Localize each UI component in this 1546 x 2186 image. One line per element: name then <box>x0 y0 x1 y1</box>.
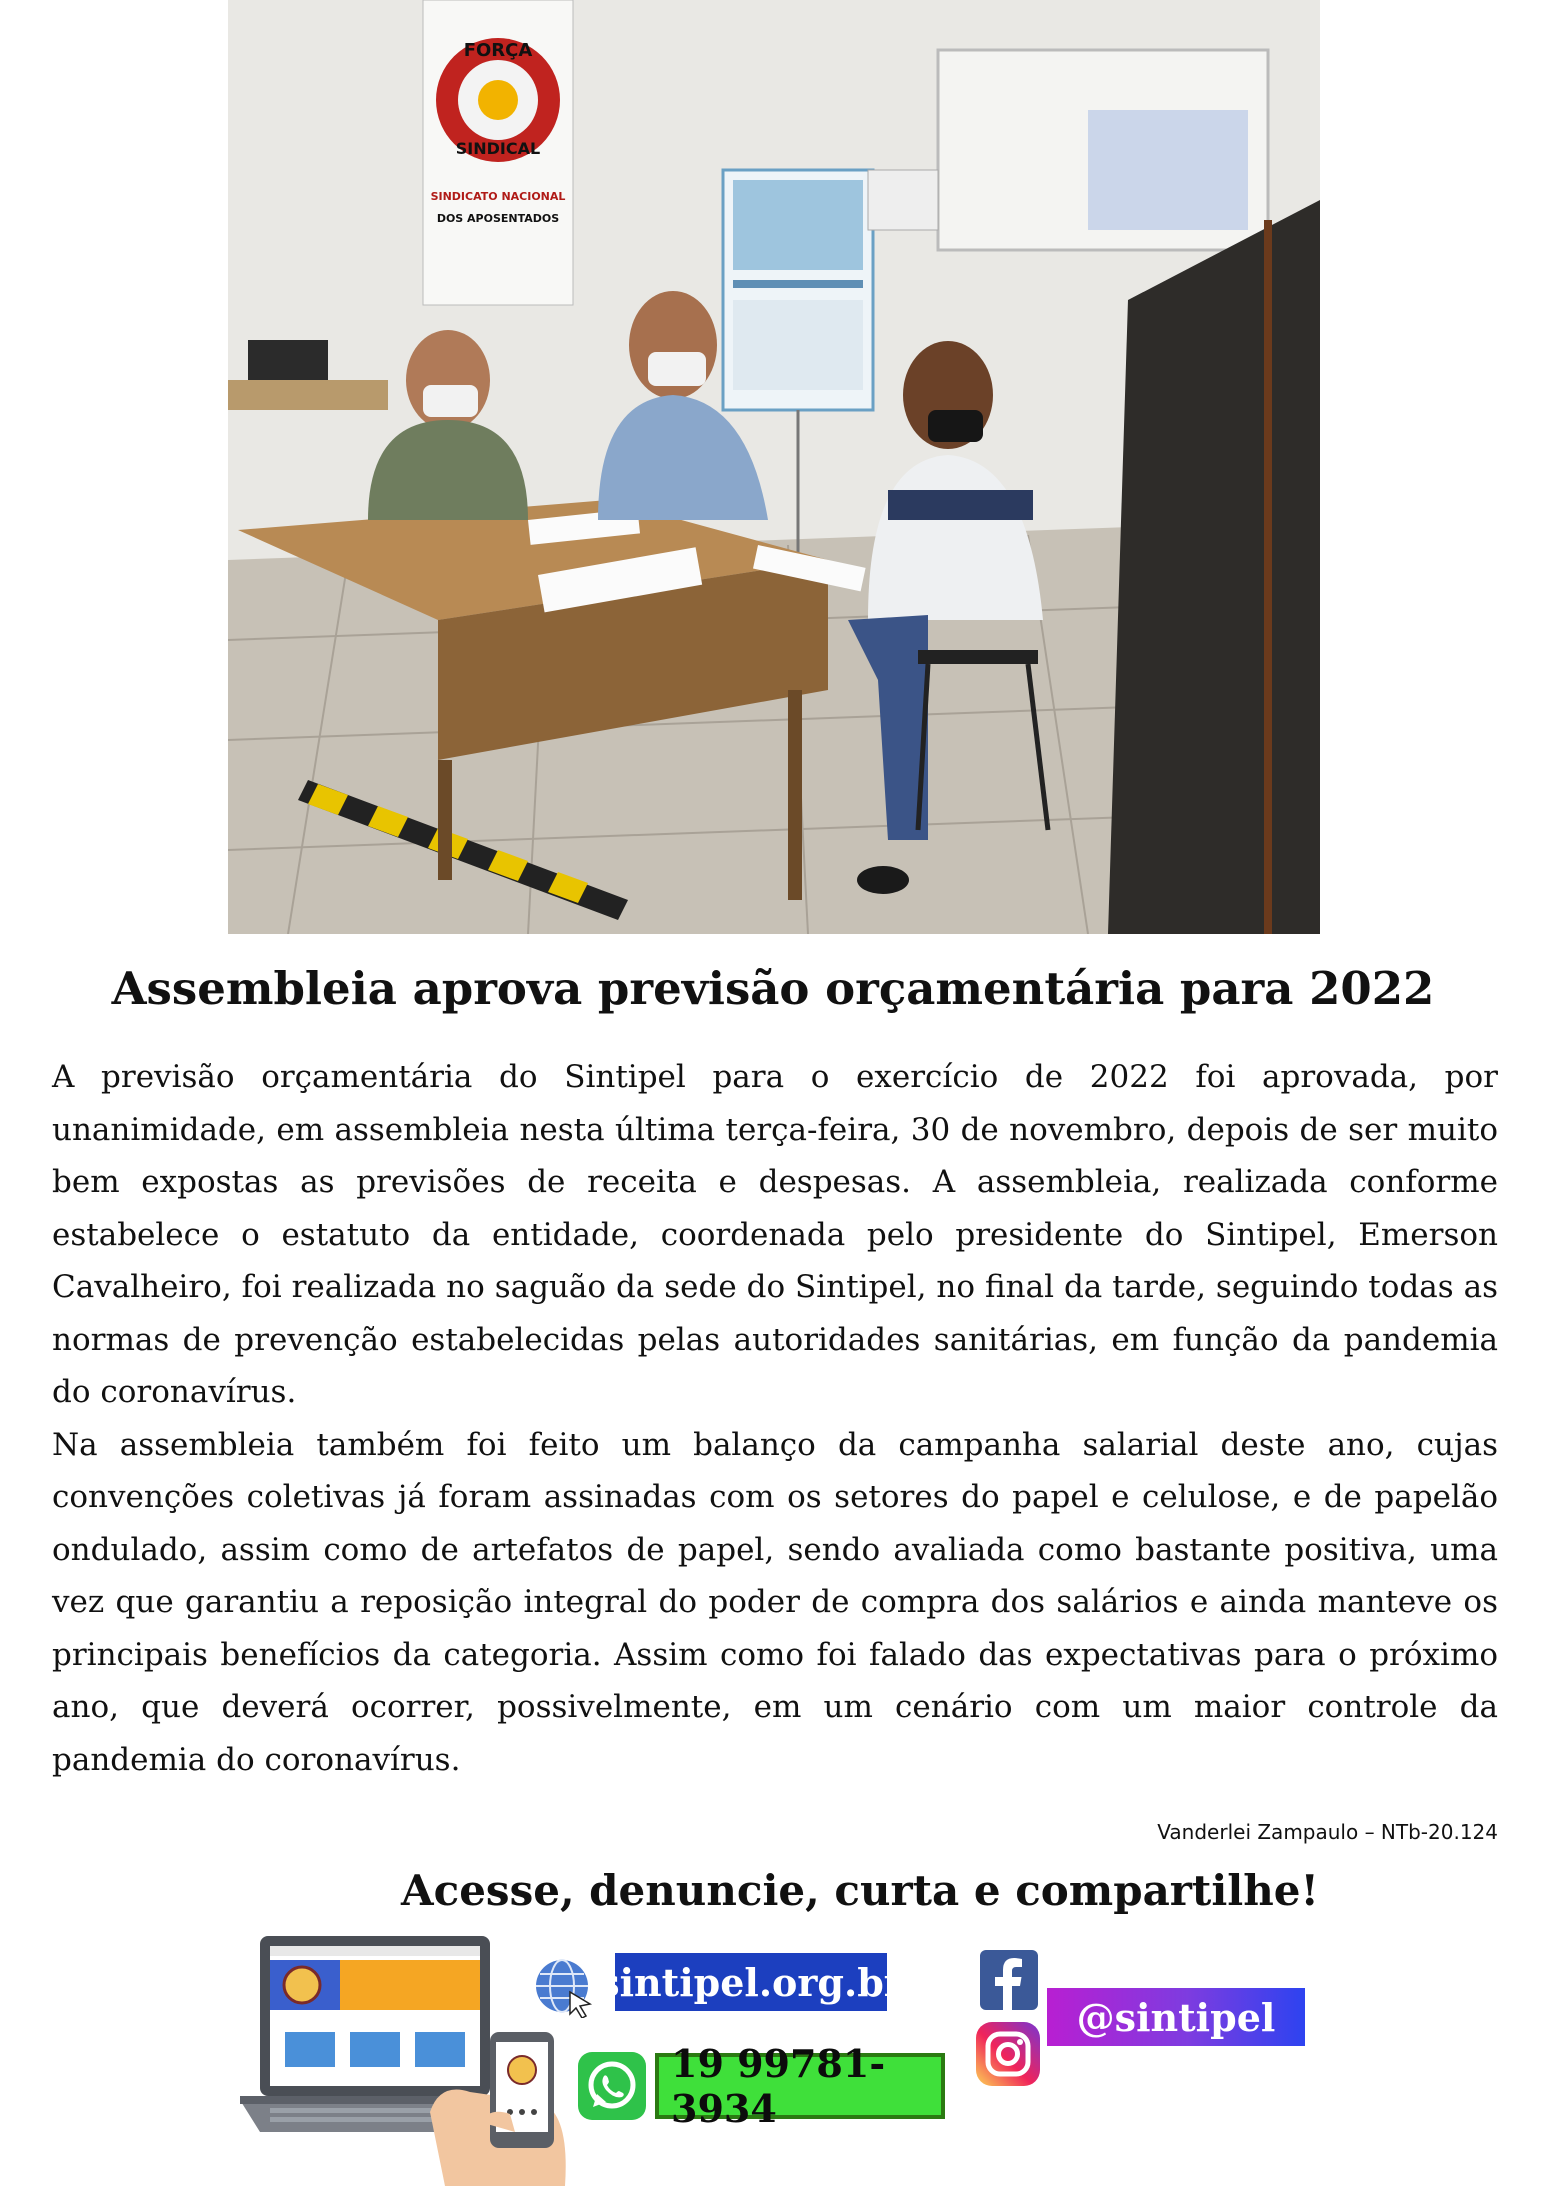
banner-caption-1: SINDICATO NACIONAL <box>430 190 566 203</box>
article-headline: Assembleia aprova previsão orçamentária para 2022 <box>111 962 1435 1015</box>
instagram-icon[interactable] <box>976 2022 1040 2086</box>
facebook-icon[interactable] <box>980 1950 1038 2010</box>
banner-caption-2: DOS APOSENTADOS <box>436 212 560 225</box>
social-handle[interactable]: @sintipel <box>1047 1988 1305 2046</box>
phone-link[interactable] <box>655 2041 945 2131</box>
phone-number: 19 99781-3934 <box>659 2057 941 2115</box>
website-link[interactable]: sintipel.org.br <box>615 1953 887 2011</box>
banner-bottom-text: SINDICAL <box>455 139 541 158</box>
article-body <box>52 1051 1498 1786</box>
assembly-photo-illustration <box>228 0 1320 934</box>
whatsapp-icon[interactable] <box>578 2052 646 2120</box>
article-byline: Vanderlei Zampaulo – NTb-20.124 <box>1157 1820 1498 1844</box>
globe-icon <box>532 1956 594 2018</box>
article-paragraph: Na assembleia também foi feito um balanço da campanha salarial deste ano, cujas convenções coletivas já foram assinadas com os setores do papel e celulose, e de papelão ondulado, assim como de artefatos de papel, sendo avaliada como bastante positiva, uma vez que garantiu a reposição integral do poder de compra dos salários e ainda manteve os principais benefícios da categoria. Assim como foi falado das expectativas para o próximo ano, que deverá ocorrer, possivelmente, em um cenário com um maior controle da pandemia do coronavírus. <box>52 1426 1498 1778</box>
assembly-photo <box>228 0 1320 934</box>
article-paragraph: A previsão orçamentária do Sintipel para o exercício de 2022 foi aprovada, por unanimidade, em assembleia nesta última terça-feira, 30 de novembro, depois de ser muito bem expostas as previsões de receita e despesas. A assembleia, realizada conforme estabelece o estatuto da entidade, coordenada pelo presidente do Sintipel, Emerson Cavalheiro, foi realizada no saguão da sede do Sintipel, no final da tarde, seguindo todas as normas de prevenção estabelecidas pelas autoridades sanitárias, em função da pandemia do coronavírus. <box>52 1059 1498 1410</box>
banner-top-text: FORÇA <box>463 40 533 61</box>
call-to-action: Acesse, denuncie, curta e compartilhe! <box>401 1866 1319 1915</box>
